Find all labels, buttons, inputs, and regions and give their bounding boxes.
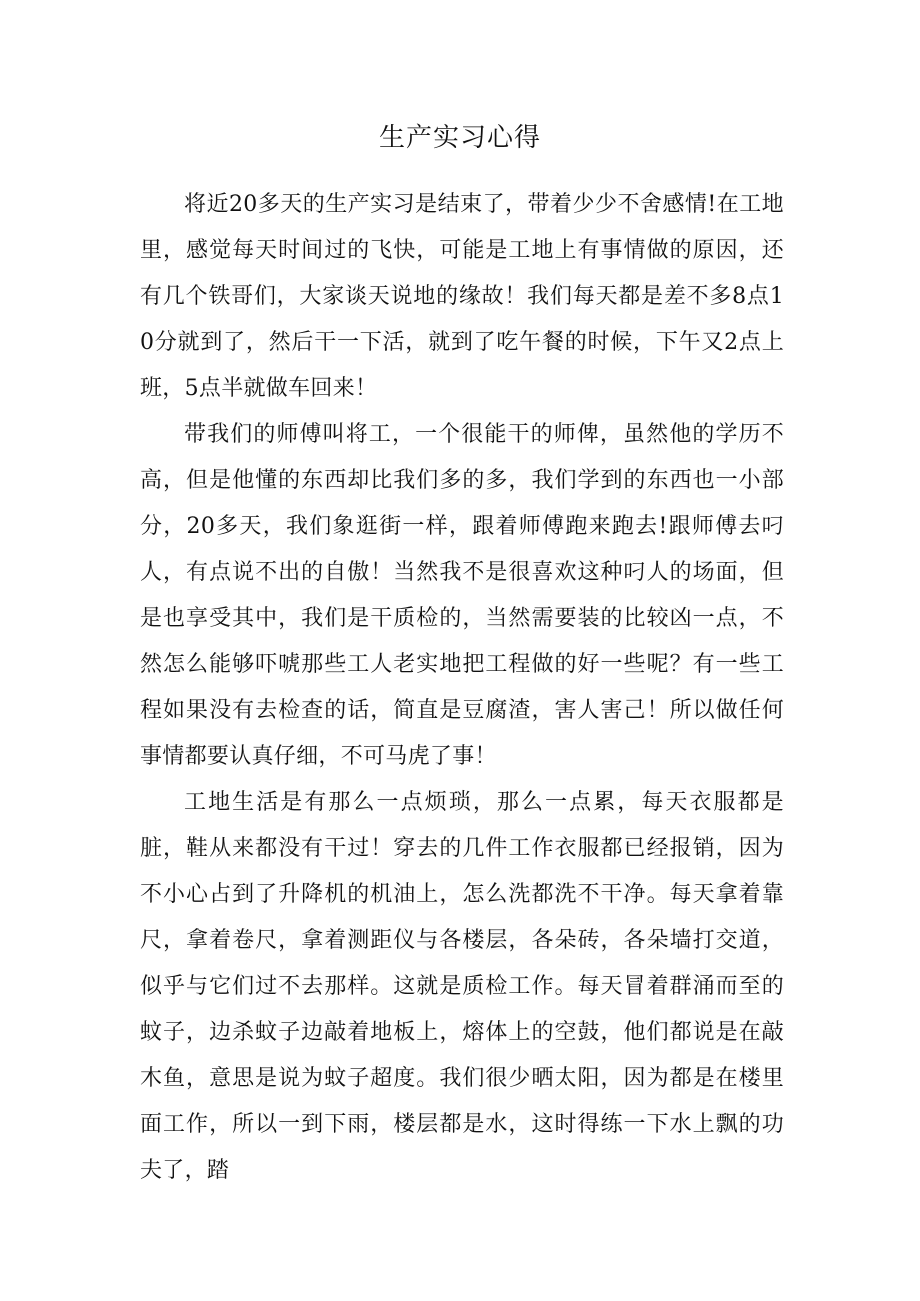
document-title: 生产实习心得 — [378, 123, 541, 153]
paragraph-3: 工地生活是有那么一点烦琐，那么一点累，每天衣服都是脏，鞋从来都没有干过！穿去的几件工作衣服都已经报销，因为不小心占到了升降机的机油上，怎么洗都洗不干净。每天拿着靠尺，拿着卷尺，拿着测距仪与各楼层，各朵砖，各朵墙打交道，似乎与它们过不去那样。这就是质检工作。每天冒着群涌而至的蚊子，边杀蚊子边敲着地板上，熔体上的空鼓，他们都说是在敲木鱼，意思是说为蚊子超度。我们很少晒太阳，因为都是在楼里面工作，所以一到下雨，楼层都是水，这时得练一下水上飘的功夫了，踏 — [140, 790, 784, 1183]
paragraph-2: 带我们的师傅叫将工，一个很能干的师俾，虽然他的学历不高，但是他懂的东西却比我们多的多，我们学到的东西也一小部分，20多天，我们象逛街一样，跟着师傅跑来跑去!跟师傅去叼人，有点说不出的自傲！当然我不是很喜欢这种叼人的场面，但是也享受其中，我们是干质检的，当然需要装的比较凶一点，不然怎么能够吓唬那些工人老实地把工程做的好一些呢？有一些工程如果没有去检查的话，简直是豆腐渣，害人害己！所以做任何事情都要认真仔细，不可马虎了事！ — [140, 422, 784, 769]
paragraph-1: 将近20多天的生产实习是结束了，带着少少不舍感情!在工地里，感觉每天时间过的飞快，可能是工地上有事情做的原因，还有几个铁哥们，大家谈天说地的缘故！我们每天都是差不多8点10分就到了，然后干一下活，就到了吃午餐的时候，下午又2点上班，5点半就做车回来！ — [140, 192, 784, 401]
document-body — [140, 182, 784, 1194]
